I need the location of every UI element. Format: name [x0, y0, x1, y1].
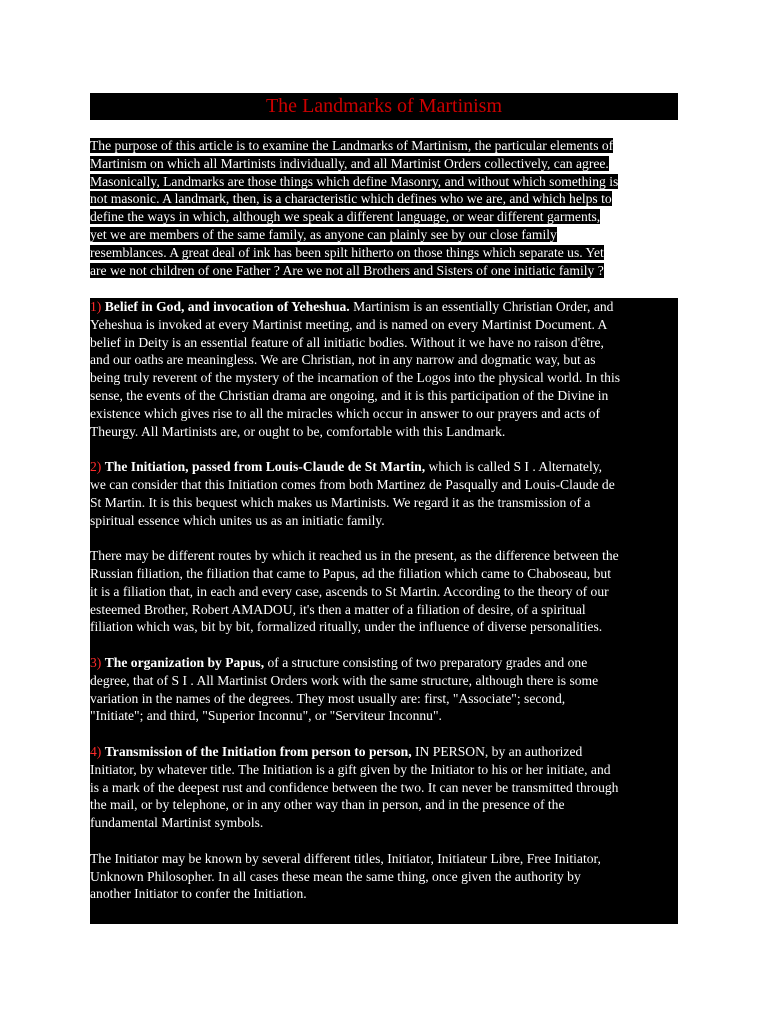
- landmark-heading: The organization by Papus,: [104, 654, 265, 670]
- landmark-line: filiation which was, bit by bit, formalized ritually, under the influence of diverse personalities.: [90, 619, 603, 635]
- landmark-number: 4): [90, 743, 102, 759]
- landmark-line: is a mark of the deepest rust and confidence between the two. It can never be transmitted through: [90, 779, 619, 795]
- landmark-line: variation in the names of the degrees. They most usually are: first, "Associate"; second,: [90, 690, 566, 706]
- landmark-line: spiritual essence which unites us as an initiatic family.: [90, 512, 385, 528]
- intro-line: The purpose of this article is to examine the Landmarks of Martinism, the particular elements of: [90, 138, 614, 153]
- intro-line: yet we are members of the same family, as anyone can plainly see by our close family: [90, 226, 557, 242]
- landmarks-body: [90, 298, 678, 924]
- landmark-line: another Initiator to confer the Initiation.: [90, 886, 307, 902]
- landmark-line: the mail, or by telephone, or in any other way than in person, and in the presence of the: [90, 797, 565, 813]
- landmark-line: sense, the events of the Christian drama are ongoing, and it is this participation of the Divine in: [90, 387, 609, 403]
- intro-line: resemblances. A great deal of ink has been spilt hitherto on those things which separate us. Yet: [90, 244, 604, 260]
- landmark-3-heading-line: [90, 654, 678, 672]
- landmark-line: belief in Deity is an essential feature of all initiatic bodies. Without it we have no raison d'être,: [90, 334, 604, 350]
- landmark-4-heading-line: [90, 743, 678, 761]
- landmark-1-heading-line: [90, 298, 678, 316]
- landmark-line: it is a filiation that, in each and every case, ascends to St Martin. According to the theory of our: [90, 583, 609, 599]
- landmark-line: St Martin. It is this bequest which makes us Martinists. We regard it as the transmission of a: [90, 494, 591, 510]
- landmark-line: existence which gives rise to all the miracles which occur in answer to our prayers and acts of: [90, 405, 600, 421]
- landmark-number: 2): [90, 459, 102, 475]
- landmark-line: There may be different routes by which it reached us in the present, as the difference between the: [90, 548, 619, 564]
- landmark-line: being truly reverent of the mystery of the incarnation of the Logos into the physical world. In this: [90, 370, 621, 386]
- landmark-2-heading-line: [90, 458, 678, 476]
- landmark-number: 3): [90, 654, 102, 670]
- intro-line: not masonic. A landmark, then, is a characteristic which defines who we are, and which helps to: [90, 191, 612, 207]
- intro-line: Masonically, Landmarks are those things which define Masonry, and without which something is: [90, 173, 619, 189]
- landmark-line: esteemed Brother, Robert AMADOU, it's then a matter of a filiation of desire, of a spiritual: [90, 601, 586, 617]
- landmark-line: "Initiate"; and third, "Superior Inconnu", or "Serviteur Inconnu".: [90, 708, 442, 724]
- landmark-text: of a structure consisting of two preparatory grades and one: [264, 654, 588, 670]
- intro-line: Martinism on which all Martinists individually, and all Martinist Orders collectively, can agree.: [90, 155, 609, 171]
- landmark-line: and our oaths are meaningless. We are Christian, not in any narrow and dogmatic way, but as: [90, 352, 596, 368]
- landmark-heading: Belief in God, and invocation of Yeheshua.: [104, 299, 350, 314]
- landmark-text: IN PERSON, by an authorized: [411, 743, 583, 759]
- landmark-line: Yeheshua is invoked at every Martinist meeting, and is named on every Martinist Document. A: [90, 316, 608, 332]
- intro-line: are we not children of one Father ? Are we not all Brothers and Sisters of one initiatic family ?: [90, 262, 604, 278]
- landmark-line: Unknown Philosopher. In all cases these mean the same thing, once given the authority by: [90, 868, 581, 884]
- landmark-line: Theurgy. All Martinists are, or ought to be, comfortable with this Landmark.: [90, 423, 506, 439]
- landmark-line: we can consider that this Initiation comes from both Martinez de Pasqually and Louis-Claude de: [90, 476, 615, 492]
- landmark-text: which is called S I . Alternately,: [425, 459, 603, 475]
- landmark-line: The Initiator may be known by several different titles, Initiator, Initiateur Libre, Free Initiator,: [90, 850, 601, 866]
- landmark-number: 1): [90, 299, 102, 314]
- landmark-line: fundamental Martinist symbols.: [90, 815, 264, 831]
- landmark-line: degree, that of S I . All Martinist Orders work with the same structure, although there is some: [90, 672, 599, 688]
- landmark-line: Russian filiation, the filiation that came to Papus, ad the filiation which came to Chaboseau, but: [90, 565, 611, 581]
- intro-paragraph: [90, 137, 678, 279]
- landmark-heading: The Initiation, passed from Louis-Claude de St Martin,: [104, 459, 426, 475]
- title-bar: [90, 93, 678, 120]
- intro-line: define the ways in which, although we speak a different language, or wear different garments,: [90, 209, 601, 225]
- landmark-heading: Transmission of the Initiation from person to person,: [104, 743, 412, 759]
- page-title: The Landmarks of Martinism: [265, 95, 503, 117]
- landmark-line: Initiator, by whatever title. The Initiation is a gift given by the Initiator to his or her initiate, and: [90, 761, 611, 777]
- landmark-text: Martinism is an essentially Christian Order, and: [349, 299, 614, 314]
